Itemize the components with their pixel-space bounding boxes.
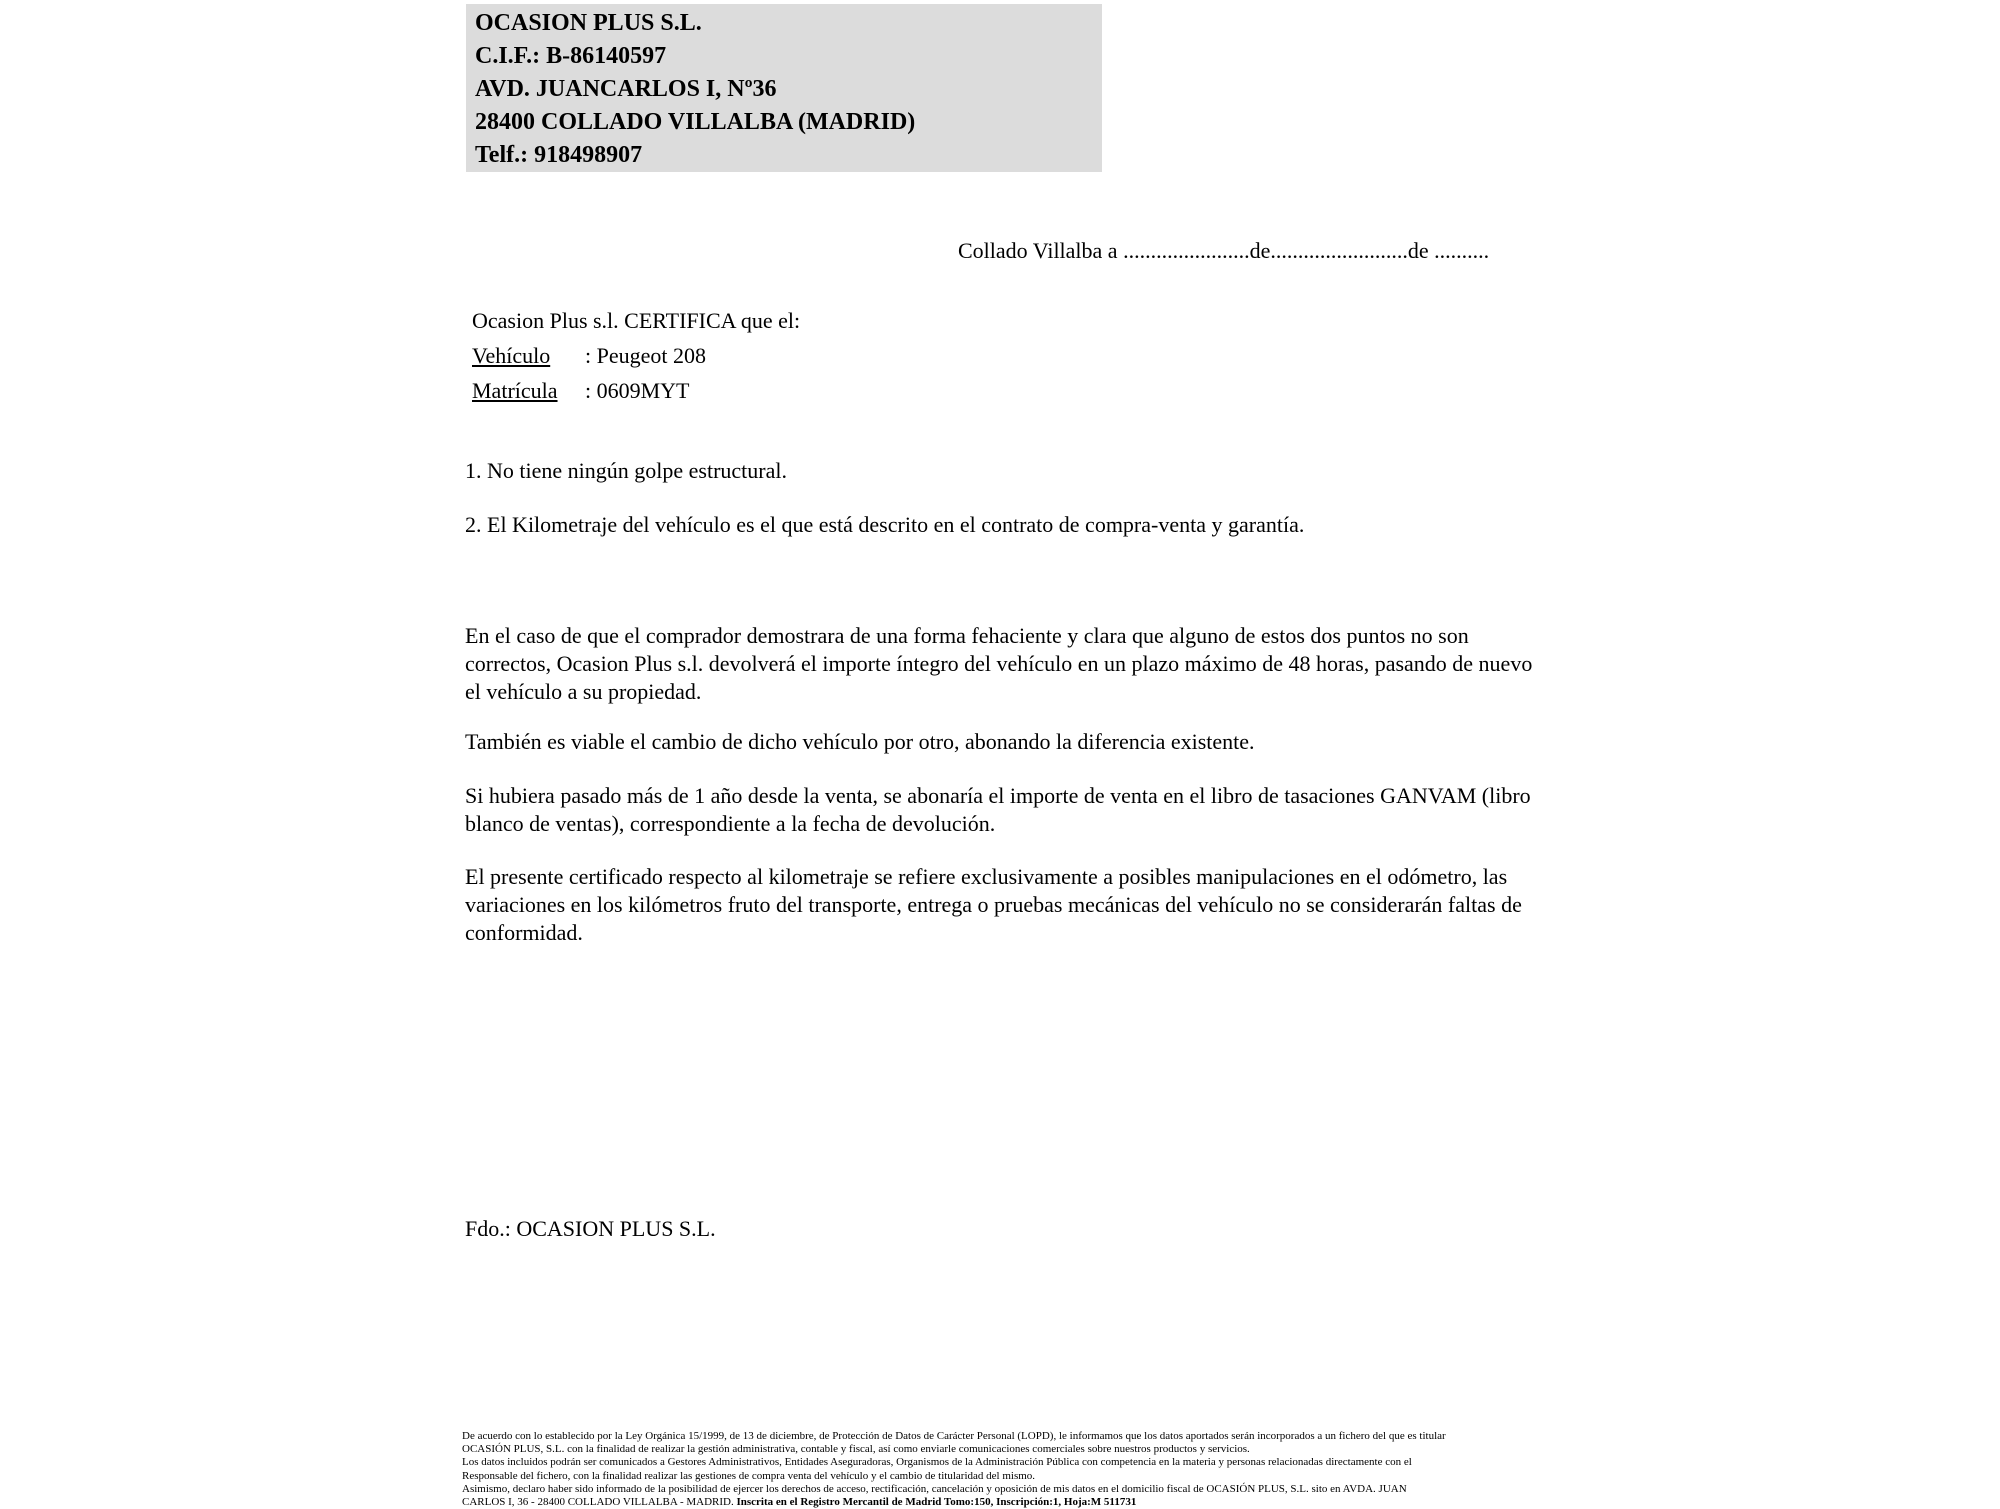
footer-line-3: Los datos incluidos podrán ser comunicados a Gestores Administrativos, Entidades Aseguradoras, Organismos de la Administración Pública con competencia en la materia y personas relacionadas directamente con el xyxy=(462,1456,1412,1469)
footer-line-6-normal: CARLOS I, 36 - 28400 COLLADO VILLALBA - MADRID. xyxy=(462,1496,737,1509)
vehicle-field-row xyxy=(472,338,800,373)
signature-line: Fdo.: OCASION PLUS S.L. xyxy=(465,1216,716,1241)
plate-field-value: : 0609MYT xyxy=(585,378,690,403)
company-cif: C.I.F.: B-86140597 xyxy=(475,43,667,69)
certified-point-2: 2. El Kilometraje del vehículo es el que está descrito en el contrato de compra-venta y garantía. xyxy=(465,512,1305,537)
body-paragraph-refund: En el caso de que el comprador demostrara de una forma fehaciente y clara que alguno de estos dos puntos no son correctos, Ocasion Plus s.l. devolverá el importe íntegro del vehículo en un plazo máximo de 48 horas, pasando de nuevo el vehículo a su propiedad. xyxy=(465,623,1533,704)
footer-line-2: OCASIÓN PLUS, S.L. con la finalidad de realizar la gestión administrativa, contable y fiscal, así como enviarle comunicaciones comerciales sobre nuestros productos y servicios. xyxy=(462,1443,1250,1456)
vehicle-field-label: Vehículo xyxy=(472,343,551,368)
plate-field-label: Matrícula xyxy=(472,378,558,403)
legal-footer xyxy=(462,1430,1446,1509)
date-line: Collado Villalba a .......................de.........................de .......... xyxy=(958,238,1490,263)
footer-registry-bold: Inscrita en el Registro Mercantil de Madrid Tomo:150, Inscripción:1, Hoja:M 511731 xyxy=(736,1496,1137,1509)
company-name: OCASION PLUS S.L. xyxy=(475,10,702,36)
company-city: 28400 COLLADO VILLALBA (MADRID) xyxy=(475,109,916,135)
footer-line-4: Responsable del fichero, con la finalidad realizar las gestiones de compra venta del vehículo y el cambio de titularidad del mismo. xyxy=(462,1469,1036,1482)
body-paragraph-exchange: También es viable el cambio de dicho vehículo por otro, abonando la diferencia existente. xyxy=(465,729,1255,754)
company-header xyxy=(466,4,1102,172)
plate-field-row xyxy=(472,373,800,408)
footer-line-5: Asimismo, declaro haber sido informado de la posibilidad de ejercer los derechos de acceso, rectificación, cancelación y oposición de mis datos en el domicilio fiscal de OCASIÓN PLUS, S.L. sito en AVDA. JUAN xyxy=(462,1482,1407,1495)
certify-block xyxy=(472,303,800,408)
footer-line-6 xyxy=(462,1496,1446,1509)
certified-point-1: 1. No tiene ningún golpe estructural. xyxy=(465,458,787,483)
body-paragraph-odometer: El presente certificado respecto al kilometraje se refiere exclusivamente a posibles manipulaciones en el odómetro, las variaciones en los kilómetros fruto del transporte, entrega o pruebas mecánicas del vehículo no se considerarán faltas de conformidad. xyxy=(465,864,1522,945)
certify-intro: Ocasion Plus s.l. CERTIFICA que el: xyxy=(472,308,801,333)
company-phone: Telf.: 918498907 xyxy=(475,142,643,168)
body-paragraph-ganvam: Si hubiera pasado más de 1 año desde la venta, se abonaría el importe de venta en el libro de tasaciones GANVAM (libro blanco de ventas), correspondiente a la fecha de devolución. xyxy=(465,783,1531,836)
company-address: AVD. JUANCARLOS I, Nº36 xyxy=(475,76,777,102)
footer-line-1: De acuerdo con lo establecido por la Ley Orgánica 15/1999, de 13 de diciembre, de Protección de Datos de Carácter Personal (LOPD), le informamos que los datos aportados serán incorporados a un fichero del que es titular xyxy=(462,1430,1446,1442)
vehicle-field-value: : Peugeot 208 xyxy=(585,343,706,368)
